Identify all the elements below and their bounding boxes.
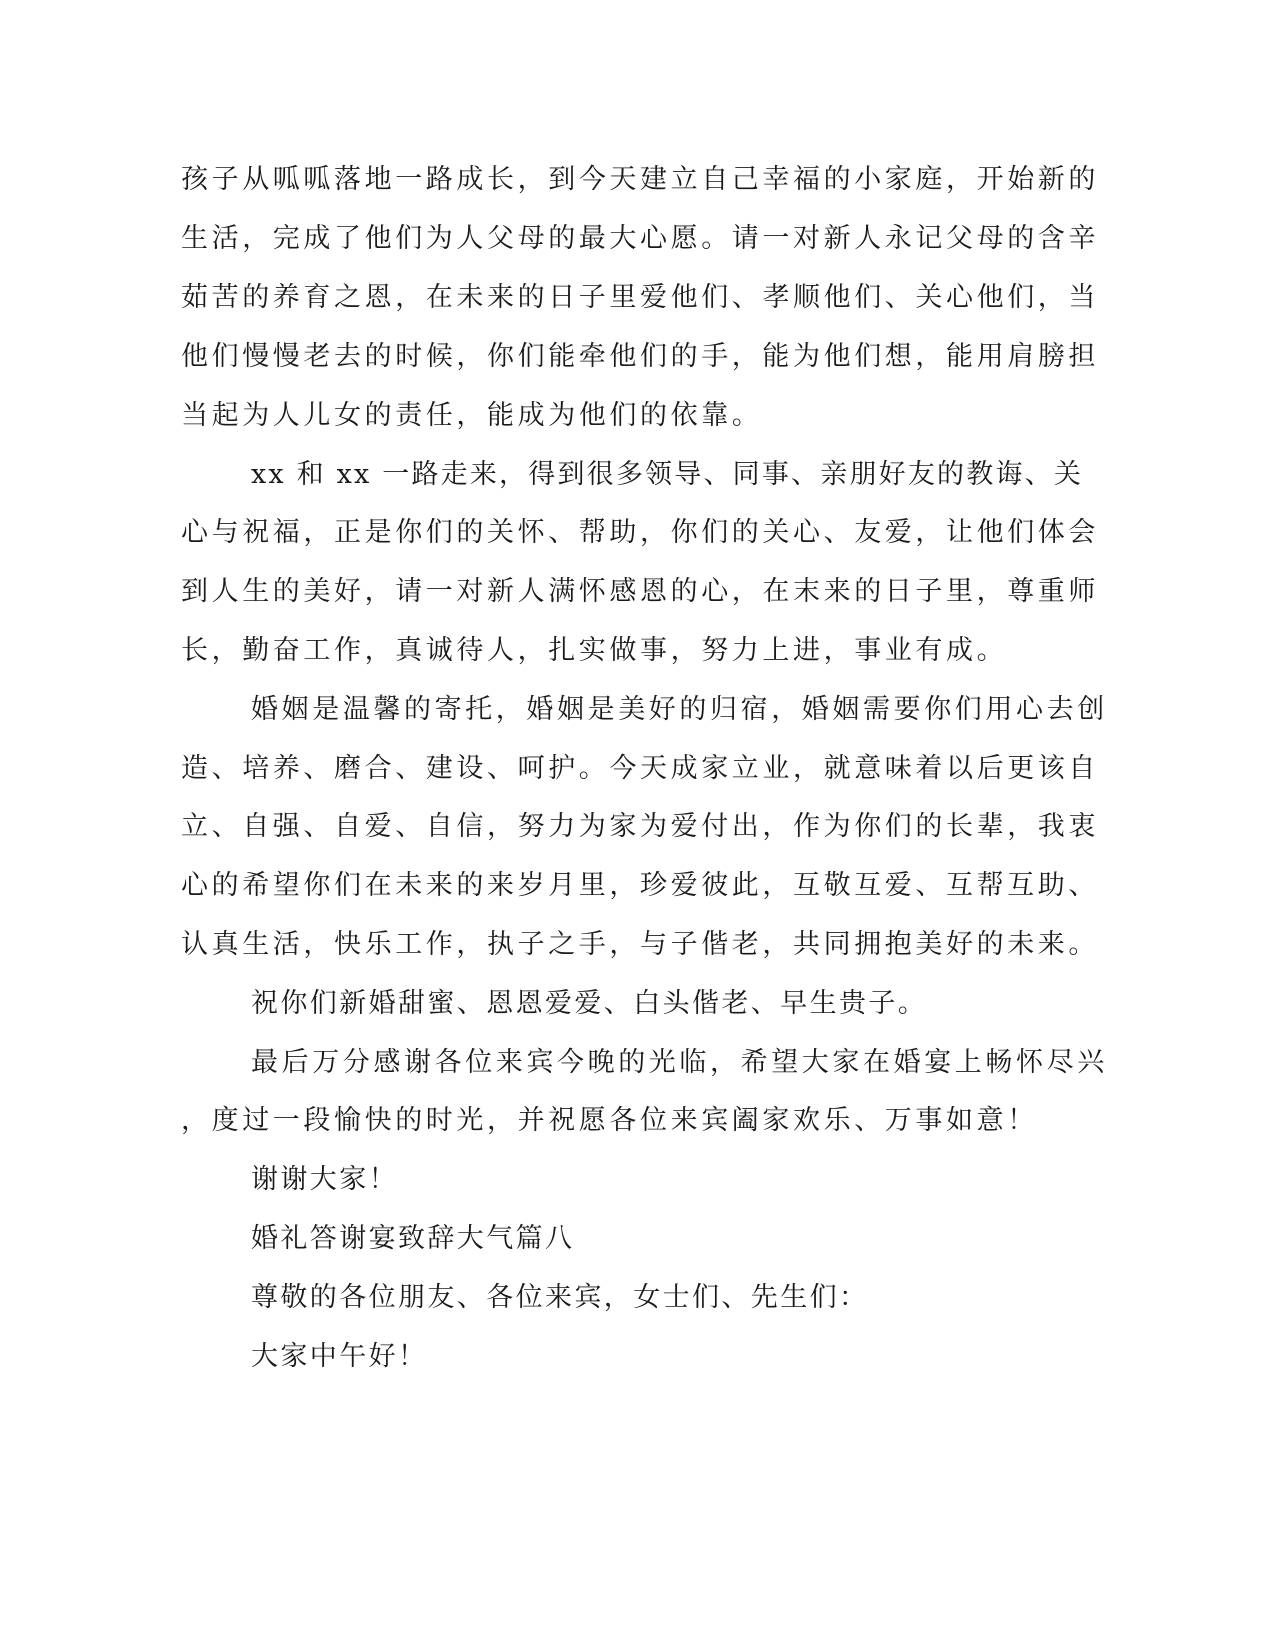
text-line: 长，勤奋工作，真诚待人，扎实做事，努力上进，事业有成。 <box>181 635 1008 666</box>
closing-thanks: 谢谢大家！ <box>251 1164 398 1195</box>
text-line: 孩子从呱呱落地一路成长，到今天建立自己幸福的小家庭，开始新的 <box>181 164 1099 195</box>
text-line: 茹苦的养育之恩，在未来的日子里爱他们、孝顺他们、关心他们，当 <box>181 282 1099 313</box>
section-heading: 婚礼答谢宴致辞大气篇八 <box>251 1223 575 1254</box>
text-line: 心的希望你们在未来的来岁月里，珍爱彼此，互敬互爱、互帮互助、 <box>181 870 1099 901</box>
text-line: 造、培养、磨合、建设、呵护。今天成家立业，就意味着以后更该自 <box>181 753 1099 784</box>
text-line: ，度过一段愉快的时光，并祝愿各位来宾阖家欢乐、万事如意！ <box>181 1105 1038 1136</box>
paragraph-start-line: xx 和 xx 一路走来，得到很多领导、同事、亲朋好友的教诲、关 <box>251 459 1084 490</box>
text-line: 立、自强、自爱、自信，努力为家为爱付出，作为你们的长辈，我衷 <box>181 811 1099 842</box>
text-line: 心与祝福，正是你们的关怀、帮助，你们的关心、友爱，让他们体会 <box>181 517 1099 548</box>
text-line: 当起为人儿女的责任，能成为他们的依靠。 <box>181 400 763 431</box>
text-line: 到人生的美好，请一对新人满怀感恩的心，在末来的日子里，尊重师 <box>181 576 1099 607</box>
salutation: 尊敬的各位朋友、各位来宾，女士们、先生们： <box>251 1282 869 1313</box>
paragraph-start-line: 祝你们新婚甜蜜、恩恩爱爱、白头偕老、早生贵子。 <box>251 988 928 1019</box>
text-line: 他们慢慢老去的时候，你们能牵他们的手，能为他们想，能用肩膀担 <box>181 341 1099 372</box>
paragraph-start-line: 婚姻是温馨的寄托，婚姻是美好的归宿，婚姻需要你们用心去创 <box>251 694 1108 725</box>
text-line: 认真生活，快乐工作，执子之手，与子偕老，共同拥抱美好的未来。 <box>181 929 1099 960</box>
paragraph-start-line: 最后万分感谢各位来宾今晚的光临，希望大家在婚宴上畅怀尽兴 <box>251 1047 1108 1078</box>
text-line: 生活，完成了他们为人父母的最大心愿。请一对新人永记父母的含辛 <box>181 223 1099 254</box>
greeting: 大家中午好！ <box>251 1341 428 1372</box>
